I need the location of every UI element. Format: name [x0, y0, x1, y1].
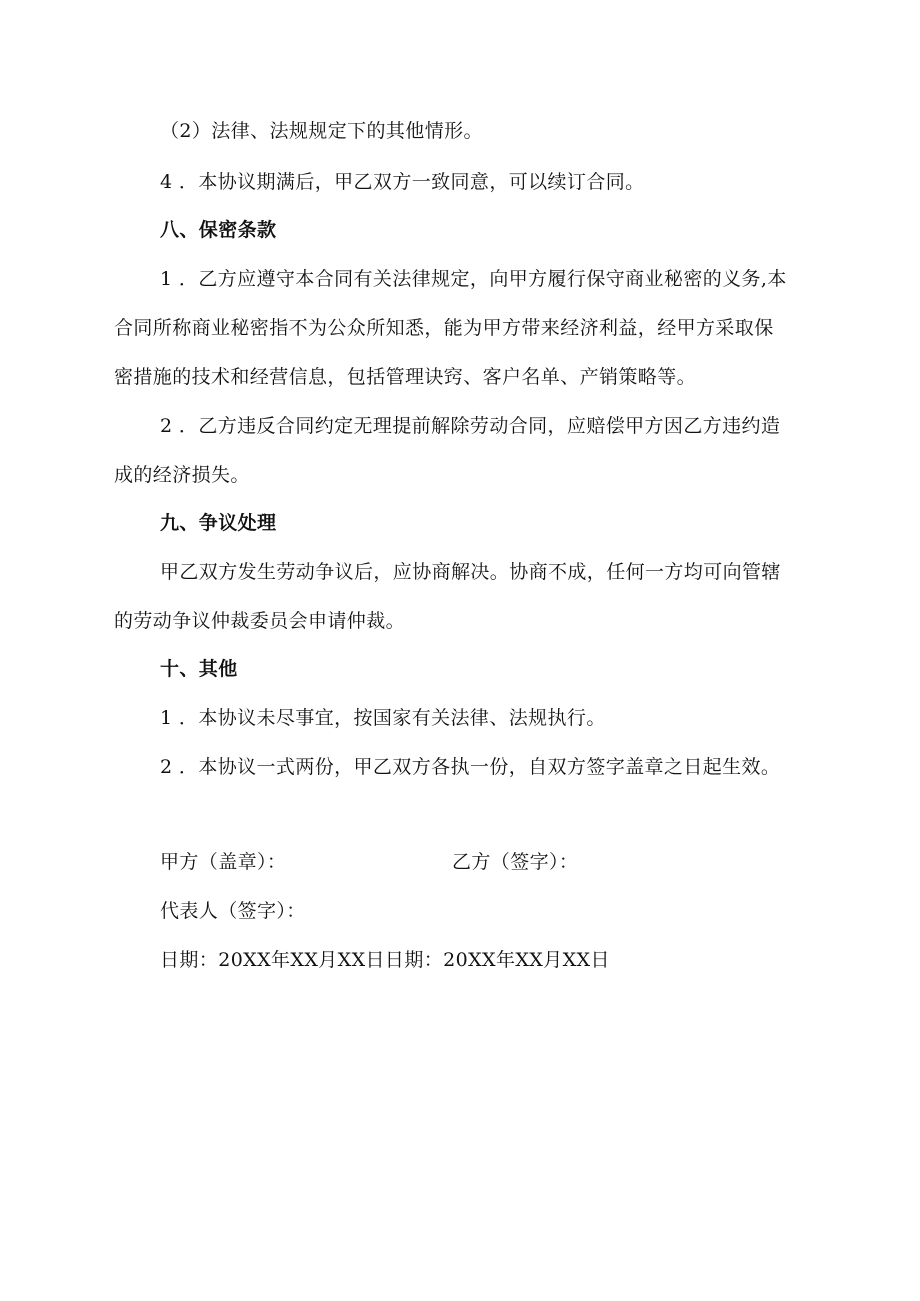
signature-dates: 日期：20XX年XX月XX日日期：20XX年XX月XX日 — [160, 949, 610, 971]
section-9-para-line-1: 甲乙双方发生劳动争议后，应协商解决。协商不成，任何一方均可向管辖 — [160, 561, 781, 583]
section-8-item-2-line-1: 2 ．乙方违反合同约定无理提前解除劳动合同，应赔偿甲方因乙方违约造 — [160, 415, 781, 437]
clause-7-item-2: （2）法律、法规规定下的其他情形。 — [160, 120, 483, 142]
section-10-title: 十、其他 — [160, 658, 238, 680]
party-b-signature-label: 乙方（签字）： — [452, 851, 579, 873]
section-8-item-1-line-1: 1 ．乙方应遵守本合同有关法律规定，向甲方履行保守商业秘密的义务,本 — [160, 268, 787, 290]
section-9-para-line-2: 的劳动争议仲裁委员会申请仲裁。 — [114, 610, 406, 632]
section-8-item-2-line-2: 成的经济损失。 — [114, 464, 250, 486]
section-8-title: 八、保密条款 — [160, 219, 277, 241]
section-10-item-1: 1 ．本协议未尽事宜，按国家有关法律、法规执行。 — [160, 707, 606, 729]
clause-7-item-4: 4 ．本协议期满后，甲乙双方一致同意，可以续订合同。 — [160, 171, 645, 193]
party-a-seal-label: 甲方（盖章）： — [160, 851, 287, 873]
representative-signature-label: 代表人（签字）： — [160, 900, 306, 922]
section-9-title: 九、争议处理 — [160, 512, 277, 534]
section-8-item-1-line-2: 合同所称商业秘密指不为公众所知悉，能为甲方带来经济利益，经甲方采取保 — [114, 317, 774, 339]
section-8-item-1-line-3: 密措施的技术和经营信息，包括管理诀窍、客户名单、产销策略等。 — [114, 366, 697, 388]
section-10-item-2: 2 ．本协议一式两份，甲乙双方各执一份，自双方签字盖章之日起生效。 — [160, 756, 781, 778]
